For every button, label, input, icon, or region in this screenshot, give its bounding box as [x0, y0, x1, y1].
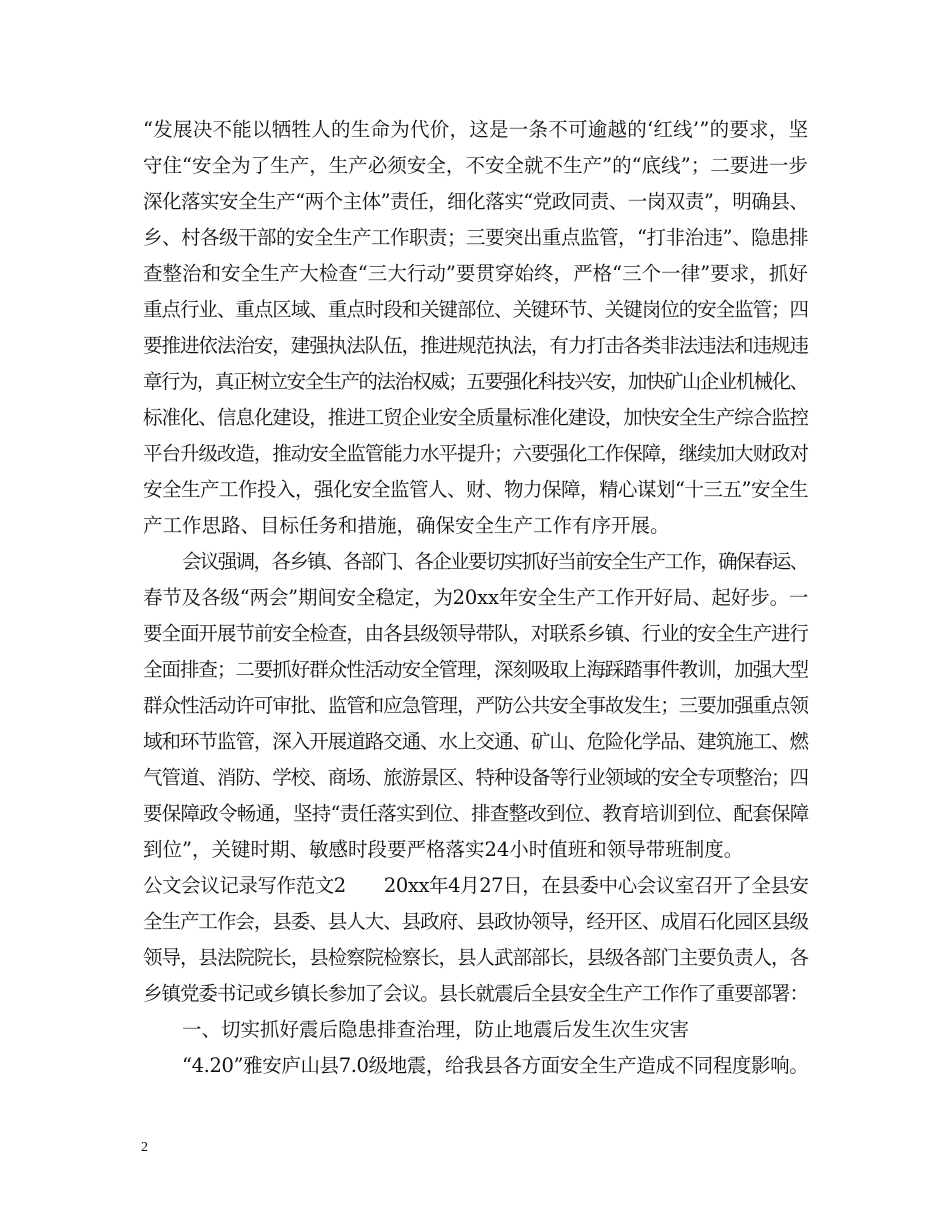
text-line: 要全面开展节前安全检查，由各县级领导带队，对联系乡镇、行业的安全生产进行 [143, 622, 809, 645]
text-line: “发展决不能以牺牲人的生命为代价，这是一条不可逾越的‘红线’”的要求，坚 [143, 118, 809, 141]
text-line: 查整治和安全生产大检查“三大行动”要贯穿始终，严格“三个一律”要求，抓好 [143, 262, 808, 285]
text-line: 全生产工作会，县委、县人大、县政府、县政协领导，经开区、成眉石化园区县级 [143, 910, 809, 933]
text-line: 章行为，真正树立安全生产的法治权威；五要强化科技兴安，加快矿山企业机械化、 [143, 370, 808, 393]
text-line: 深化落实安全生产“两个主体”责任，细化落实“党政同责、一岗双责”，明确县、 [143, 190, 809, 213]
subheading-line: 一、切实抓好震后隐患排查治理，防止地震后发生次生灾害 [182, 1018, 690, 1041]
paragraph-first-line: 会议强调，各乡镇、各部门、各企业要切实抓好当前安全生产工作，确保春运、 [182, 550, 808, 573]
text-line: 重点行业、重点区域、重点时段和关键部位、关键环节、关键岗位的安全监管；四 [143, 298, 809, 321]
text-line: 群众性活动许可审批、监管和应急管理，严防公共安全事故发生；三要加强重点领 [143, 694, 809, 717]
text-line: 全面排查；二要抓好群众性活动安全管理，深刻吸取上海踩踏事件教训，加强大型 [143, 658, 809, 681]
text-line: 春节及各级“两会”期间安全稳定，为20xx年安全生产工作开好局、起好步。一 [143, 586, 809, 609]
text-line: 安全生产工作投入，强化安全监管人、财、物力保障，精心谋划“十三五”安全生 [143, 478, 808, 501]
text-line: 要推进依法治安，建强执法队伍，推进规范执法，有力打击各类非法违法和违规违 [143, 334, 809, 357]
text-line: 乡镇党委书记或乡镇长参加了会议。县长就震后全县安全生产工作作了重要部署： [143, 982, 809, 1005]
text-line: 标准化、信息化建设，推进工贸企业安全质量标准化建设，加快安全生产综合监控 [143, 406, 809, 429]
text-line: 乡、村各级干部的安全生产工作职责；三要突出重点监管，“打非治违”、隐患排 [143, 226, 808, 249]
text-line: 域和环节监管，深入开展道路交通、水上交通、矿山、危险化学品、建筑施工、燃 [143, 730, 809, 753]
text-line: 守住“安全为了生产，生产必须安全，不安全就不生产”的“底线”；二要进一步 [143, 154, 808, 177]
section-heading-line: 公文会议记录写作范文2 20xx年4月27日，在县委中心会议室召开了全县安 [143, 874, 809, 897]
text-line: 产工作思路、目标任务和措施，确保安全生产工作有序开展。 [143, 514, 670, 537]
text-line: 气管道、消防、学校、商场、旅游景区、特种设备等行业领域的安全专项整治；四 [143, 766, 809, 789]
page-number: 2 [141, 1140, 148, 1155]
text-line: 平台升级改造，推动安全监管能力水平提升；六要强化工作保障，继续加大财政对 [143, 442, 809, 465]
text-line: 要保障政令畅通，坚持“责任落实到位、排查整改到位、教育培训到位、配套保障 [143, 802, 809, 825]
text-line: 领导，县法院院长，县检察院检察长，县人武部部长，县级各部门主要负责人，各 [143, 946, 809, 969]
paragraph-first-line: “4.20”雅安庐山县7.0级地震，给我县各方面安全生产造成不同程度影响。 [182, 1054, 809, 1077]
text-line: 到位”，关键时期、敏感时段要严格落实24小时值班和领导带班制度。 [143, 838, 744, 861]
